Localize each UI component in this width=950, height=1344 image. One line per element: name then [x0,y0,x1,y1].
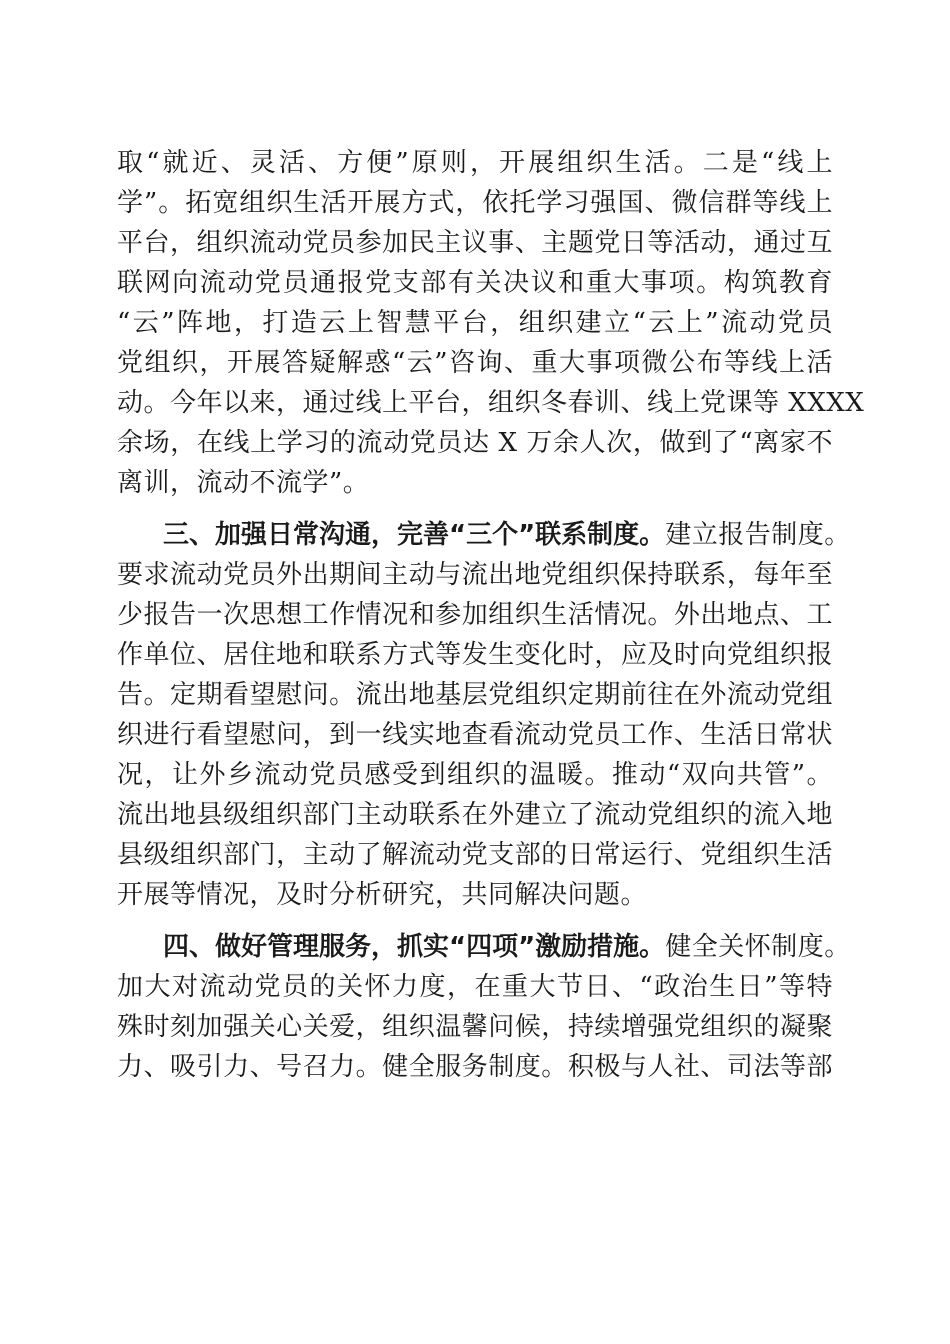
text-line: 平台，组织流动党员参加民主议事、主题党日等活动，通过互 [117,228,833,258]
text-line: 告。定期看望慰问。流出地基层党组织定期前往在外流动党组 [117,680,833,710]
document-body [117,143,865,1087]
text-line: 党组织，开展答疑解惑“云”咨询、重大事项微公布等线上活 [117,348,833,378]
text-line: 学”。拓宽组织生活开展方式，依托学习强国、微信群等线上 [117,188,833,218]
text-line: 作单位、居住地和联系方式等发生变化时，应及时向党组织报 [117,640,833,670]
section-heading-three: 三、加强日常沟通，完善“三个”联系制度。 [163,520,666,550]
paragraph-first-line [117,515,851,555]
paragraph-communication [117,515,851,915]
paragraph-management-service [117,927,851,1087]
text-line: 动。今年以来，通过线上平台，组织冬春训、线上党课等 XXXX [117,388,865,418]
text-line: 取“就近、灵活、方便”原则，开展组织生活。二是“线上 [117,148,833,178]
text-line: “云”阵地，打造云上智慧平台，组织建立“云上”流动党员 [117,308,833,338]
text-line: 联网向流动党员通报党支部有关决议和重大事项。构筑教育 [117,268,833,298]
paragraph-first-line [117,927,851,967]
section-heading-four: 四、做好管理服务，抓实“四项”激励措施。 [163,932,666,962]
text-line: 离训，流动不流学”。 [117,468,370,498]
paragraph-online-learning [117,143,865,503]
text-line: 加大对流动党员的关怀力度，在重大节日、“政治生日”等特 [117,972,833,1002]
text-line: 县级组织部门，主动了解流动党支部的日常运行、党组织生活 [117,840,833,870]
text-line: 织进行看望慰问，到一线实地查看流动党员工作、生活日常状 [117,720,833,750]
text-line: 况，让外乡流动党员感受到组织的温暖。推动“双向共管”。 [117,760,833,790]
text-line: 力、吸引力、号召力。健全服务制度。积极与人社、司法等部 [117,1052,833,1082]
text-line: 开展等情况，及时分析研究，共同解决问题。 [117,880,648,910]
text-span: 建立报告制度。 [665,520,851,550]
text-line: 少报告一次思想工作情况和参加组织生活情况。外出地点、工 [117,600,833,630]
text-line: 要求流动党员外出期间主动与流出地党组织保持联系，每年至 [117,560,833,590]
text-line: 殊时刻加强关心关爱，组织温馨问候，持续增强党组织的凝聚 [117,1012,833,1042]
text-span: 健全关怀制度。 [665,932,851,962]
text-line: 余场，在线上学习的流动党员达 X 万余人次，做到了“离家不 [117,428,833,458]
text-line: 流出地县级组织部门主动联系在外建立了流动党组织的流入地 [117,800,833,830]
